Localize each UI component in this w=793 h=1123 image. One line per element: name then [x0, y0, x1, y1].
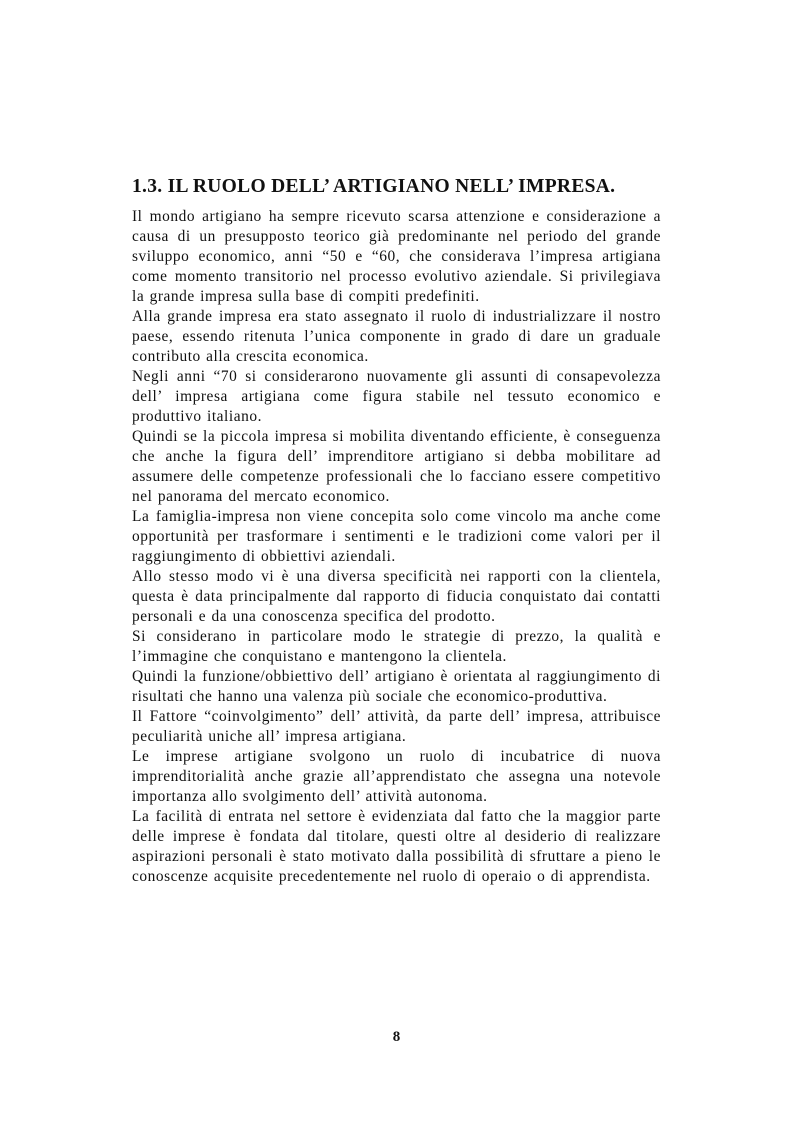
paragraph: Quindi se la piccola impresa si mobilita diventando efficiente, è conseguenza che anche la figura dell’ imprenditore artigiano si debba mobilitare ad assumere delle competenze professionali che lo facciano essere competitivo nel panorama del mercato economico. — [132, 428, 661, 505]
page-number: 8 — [392, 1029, 401, 1045]
paragraph: La famiglia-impresa non viene concepita solo come vincolo ma anche come opportunità per trasformare i sentimenti e le tradizioni come valori per il raggiungimento di obbiettivi aziendali. — [132, 508, 661, 565]
paragraph: Si considerano in particolare modo le strategie di prezzo, la qualità e l’immagine che conquistano e mantengono la clientela. — [132, 628, 661, 665]
paragraph: Allo stesso modo vi è una diversa specificità nei rapporti con la clientela, questa è data principalmente dal rapporto di fiducia conquistato dai contatti personali e da una conoscenza specifica del prodotto. — [132, 568, 661, 625]
paragraph: La facilità di entrata nel settore è evidenziata dal fatto che la maggior parte delle imprese è fondata dal titolare, questi oltre al desiderio di realizzare aspirazioni personali è stato motivato dalla possibilità di sfruttare a pieno le conoscenze acquisite precedentemente nel ruolo di operaio o di apprendista. — [132, 808, 661, 885]
paragraph: Quindi la funzione/obbiettivo dell’ artigiano è orientata al raggiungimento di risultati che hanno una valenza più sociale che economico-produttiva. — [132, 668, 661, 705]
paragraph: Negli anni “70 si considerarono nuovamente gli assunti di consapevolezza dell’ impresa artigiana come figura stabile nel tessuto economico e produttivo italiano. — [132, 368, 661, 425]
paragraph: Le imprese artigiane svolgono un ruolo di incubatrice di nuova imprenditorialità anche grazie all’apprendistato che assegna una notevole importanza allo svolgimento dell’ attività autonoma. — [132, 748, 661, 805]
paragraph: Il mondo artigiano ha sempre ricevuto scarsa attenzione e considerazione a causa di un presupposto teorico già predominante nel periodo del grande sviluppo economico, anni “50 e “60, che considerava l’impresa artigiana come momento transitorio nel processo evolutivo aziendale. Si privilegiava la grande impresa sulla base di compiti predefiniti. — [132, 208, 661, 305]
paragraph: Il Fattore “coinvolgimento” dell’ attività, da parte dell’ impresa, attribuisce peculiarità uniche all’ impresa artigiana. — [132, 708, 661, 745]
paragraph: Alla grande impresa era stato assegnato il ruolo di industrializzare il nostro paese, essendo ritenuta l’unica componente in grado di dare un graduale contributo alla crescita economica. — [132, 308, 661, 365]
body-text — [132, 207, 661, 887]
section-title: 1.3. IL RUOLO DELL’ ARTIGIANO NELL’ IMPRESA. — [132, 176, 616, 197]
